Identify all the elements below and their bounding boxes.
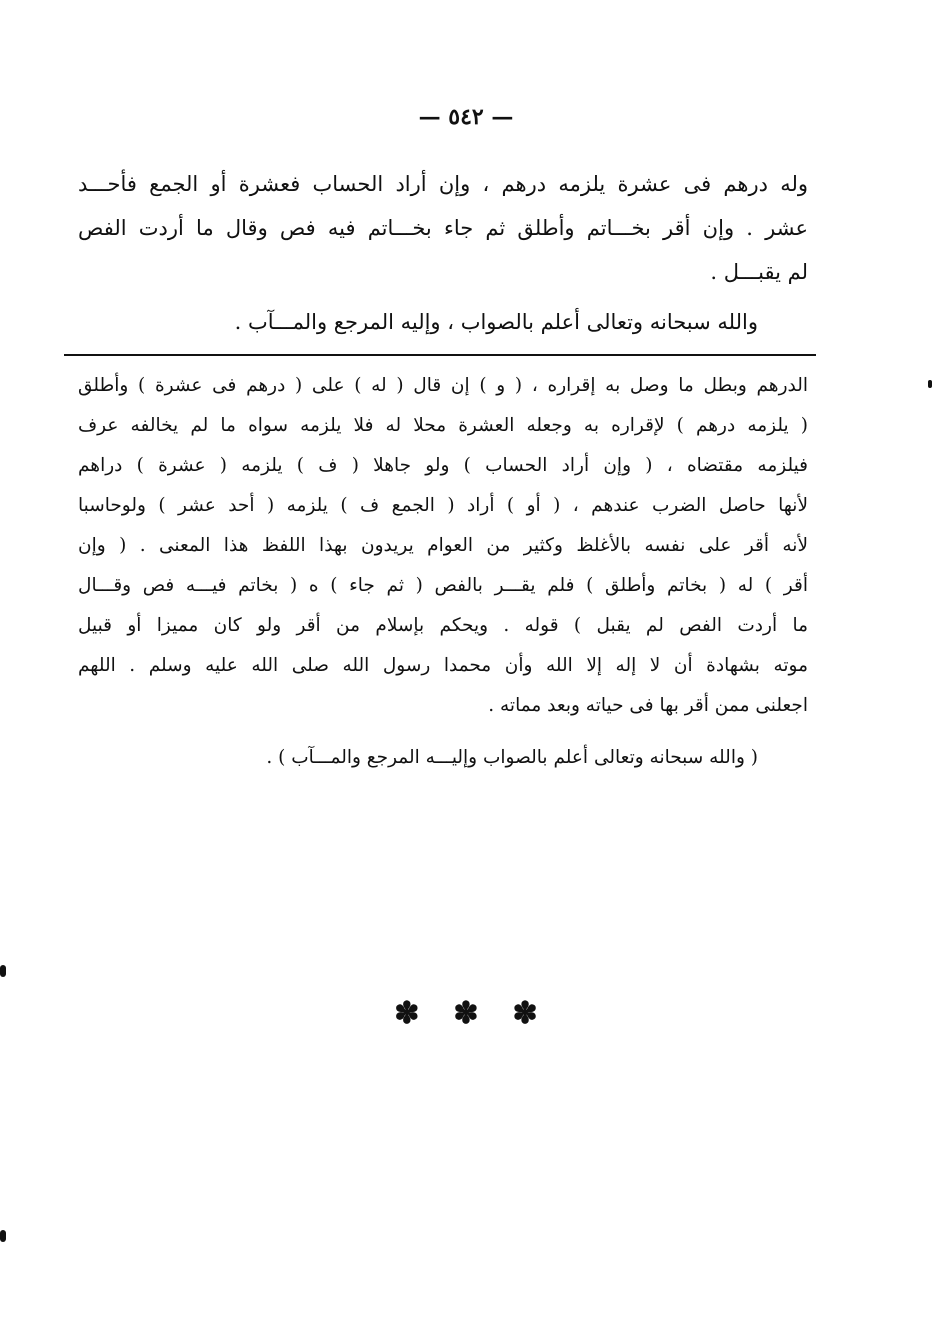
commentary-line: موته بشهادة أن لا إله إلا الله وأن محمدا رسول الله صلى الله عليه وسلم . اللهم	[78, 655, 808, 676]
main-text-line: عشر . وإن أقر بخـــاتم وأطلق ثم جاء بخـــاتم فيه فص وقال ما أردت الفص	[78, 216, 808, 240]
main-text-line: وله درهم فى عشرة يلزمه درهم ، وإن أراد الحساب فعشرة أو الجمع فأحـــد	[78, 172, 808, 196]
section-end-ornament: ✽✽✽	[394, 996, 572, 1031]
footnote-divider	[64, 354, 816, 356]
scan-edge-mark	[0, 1230, 6, 1242]
commentary-line: لأنها حاصل الضرب عندهم ، ( أو ) أراد ( الجمع ف ) يلزمه ( أحد عشر ) ولوحاسبا	[78, 495, 808, 516]
main-text-closing: والله سبحانه وتعالى أعلم بالصواب ، وإليه المرجع والمـــآب .	[234, 310, 758, 334]
commentary-line: اجعلنى ممن أقر بها فى حياته وبعد مماته .	[488, 695, 808, 716]
commentary-line: ما أردت الفص لم يقبل ) قوله . ويحكم بإسلام من أقر ولو كان مميزا أو قبيل	[78, 615, 808, 636]
commentary-line: أقر ) له ( بخاتم وأطلق ) فلم يقـــر بالفص ( ثم جاء ) ه ( بخاتم فيـــه فص وقـــال	[78, 575, 808, 596]
commentary-closing: ( والله سبحانه وتعالى أعلم بالصواب وإليـــه المرجع والمـــآب ) .	[266, 747, 758, 768]
scan-edge-mark	[928, 380, 932, 388]
main-text	[78, 162, 808, 294]
commentary-line: الدرهم وبطل ما وصل به إقراره ، ( و ) إن قال ( له ) على ( درهم فى عشرة ) وأطلق	[78, 375, 808, 396]
main-text-line: لم يقبـــل .	[710, 260, 808, 284]
commentary-line: لأنه أقر على نفسه بالأغلظ وكثير من العوام يريدون بهذا اللفظ هذا المعنى . ( وإن	[78, 535, 808, 556]
commentary-text	[78, 366, 808, 726]
page-number: — ٥٤٢ —	[418, 104, 514, 130]
commentary-line: فيلزمه مقتضاه ، ( وإن أراد الحساب ) ولو جاهلا ( ف ) يلزمه ( عشرة ) دراهم	[78, 455, 808, 476]
scan-edge-mark	[0, 965, 6, 977]
commentary-line: ( يلزمه درهم ) لإقراره به وجعله العشرة محلا له فلا يلزمه سواه ما لم يخالفه عرف	[78, 415, 808, 436]
